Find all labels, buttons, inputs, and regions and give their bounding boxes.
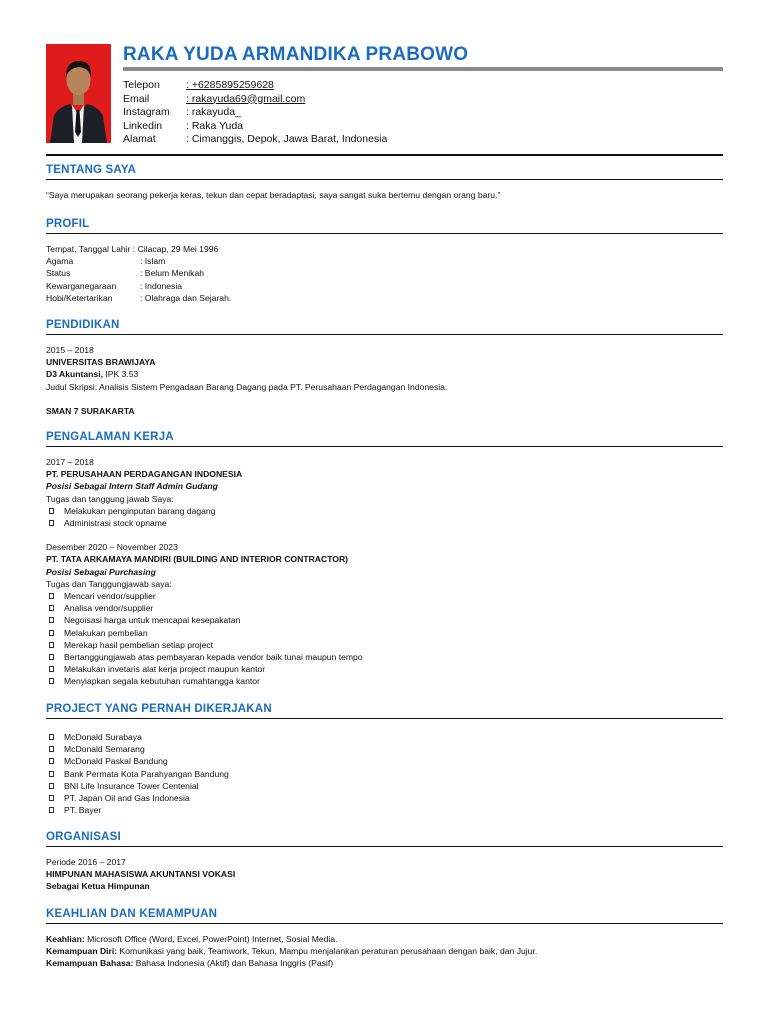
duties-list bbox=[46, 505, 723, 529]
list-item: Melakukan penginputan barang dagang bbox=[46, 505, 723, 517]
skill-label: Kemampuan Diri: bbox=[46, 946, 118, 957]
square-bullet-icon bbox=[49, 746, 54, 752]
profile-key: Agama bbox=[46, 256, 74, 267]
duties-list bbox=[46, 590, 723, 688]
university-name: UNIVERSITAS BRAWIJAYA bbox=[46, 357, 156, 368]
section-projects bbox=[46, 703, 723, 816]
profile-row bbox=[46, 267, 723, 279]
degree-line bbox=[46, 368, 723, 380]
contact-value: : Raka Yuda bbox=[186, 119, 244, 132]
section-about bbox=[46, 164, 723, 201]
contact-label: Linkedin bbox=[123, 119, 163, 132]
square-bullet-icon bbox=[49, 771, 54, 777]
square-bullet-icon bbox=[49, 617, 54, 623]
duties-intro: Tugas dan tanggung jawab Saya: bbox=[46, 493, 174, 504]
person-portrait-icon bbox=[46, 44, 111, 143]
job-position: Posisi Sebagai Purchasing bbox=[46, 566, 156, 577]
list-item: Merekap hasil pembelian setiap project bbox=[46, 639, 723, 651]
profile-row bbox=[46, 255, 723, 267]
square-bullet-icon bbox=[49, 642, 54, 648]
education-years: 2015 – 2018 bbox=[46, 345, 94, 355]
section-title: TENTANG SAYA bbox=[46, 164, 723, 180]
profile-value: : Indonesia bbox=[140, 280, 183, 291]
square-bullet-icon bbox=[49, 758, 54, 764]
list-item: Analisa vendor/supplier bbox=[46, 602, 723, 614]
square-bullet-icon bbox=[49, 678, 54, 684]
contact-address bbox=[123, 133, 387, 147]
birth-info: Tempat, Tanggal Lahir : Cilacap, 29 Mei 1996 bbox=[46, 244, 219, 254]
job-period: 2017 – 2018 bbox=[46, 457, 94, 467]
contact-value: : Cimanggis, Depok, Jawa Barat, Indonesia bbox=[186, 133, 388, 145]
section-title: PROFIL bbox=[46, 218, 723, 234]
list-item: BNI Life Insurance Tower Centenial bbox=[46, 780, 723, 792]
profile-value: : Islam bbox=[140, 256, 166, 267]
profile-value: : Belum Menikah bbox=[140, 268, 205, 279]
education-body bbox=[46, 335, 723, 417]
section-title: KEAHLIAN DAN KEMAMPUAN bbox=[46, 908, 723, 924]
square-bullet-icon bbox=[49, 666, 54, 672]
name-divider bbox=[123, 67, 723, 71]
organization-body bbox=[46, 847, 723, 893]
experience-body bbox=[46, 447, 723, 688]
square-bullet-icon bbox=[49, 520, 54, 526]
square-bullet-icon bbox=[49, 630, 54, 636]
list-item: Bank Permata Kota Parahyangan Bandung bbox=[46, 768, 723, 780]
list-item: PT. Bayer bbox=[46, 804, 723, 816]
section-profile bbox=[46, 218, 723, 304]
projects-body bbox=[46, 719, 723, 816]
skill-row bbox=[46, 957, 723, 969]
section-experience bbox=[46, 431, 723, 688]
square-bullet-icon bbox=[49, 654, 54, 660]
list-item: Melakukan invetaris alat kerja project maupun kantor bbox=[46, 663, 723, 675]
skill-row bbox=[46, 933, 723, 945]
square-bullet-icon bbox=[49, 593, 54, 599]
projects-list bbox=[46, 731, 723, 816]
contact-instagram bbox=[123, 106, 387, 120]
section-title: PROJECT YANG PERNAH DIKERJAKAN bbox=[46, 703, 723, 719]
about-text: “Saya merupakan seorang pekerja keras, tekun dan cepat beradaptasi, saya sangat suka bertemu dengan orang baru.” bbox=[46, 190, 501, 200]
skill-value: Bahasa Indonesia (Aktif) dan Bahasa Inggris (Pasif) bbox=[133, 958, 334, 969]
profile-value: : Olahraga dan Sejarah. bbox=[140, 292, 232, 303]
section-organization bbox=[46, 831, 723, 893]
company-name: PT. TATA ARKAMAYA MANDIRI (BUILDING AND INTERIOR CONTRACTOR) bbox=[46, 554, 349, 565]
section-education bbox=[46, 319, 723, 417]
contact-label: Alamat bbox=[123, 133, 156, 145]
skill-row bbox=[46, 945, 723, 957]
list-item: McDonald Paskal Bandung bbox=[46, 755, 723, 767]
thesis-title: Judul Skripsi: Analisis Sistem Pengadaan Barang Dagang pada PT. Perusahaan Perdagangan Indonesia. bbox=[46, 381, 448, 392]
organization-period: Periode 2016 – 2017 bbox=[46, 857, 126, 867]
contact-block bbox=[123, 79, 387, 147]
degree: D3 Akuntansi, bbox=[46, 369, 103, 380]
profile-key: Hobi/Ketertarikan bbox=[46, 292, 113, 303]
list-item: Mencari vendor/supplier bbox=[46, 590, 723, 602]
contact-phone bbox=[123, 79, 387, 93]
list-item: Negoisasi harga untuk mencapai kesepakatan bbox=[46, 614, 723, 626]
organization-name: HIMPUNAN MAHASISWA AKUNTANSI VOKASI bbox=[46, 869, 236, 880]
square-bullet-icon bbox=[49, 795, 54, 801]
candidate-name: RAKA YUDA ARMANDIKA PRABOWO bbox=[123, 44, 469, 65]
company-name: PT. PERUSAHAAN PERDAGANGAN INDONESIA bbox=[46, 469, 243, 480]
email-link[interactable]: : rakayuda69@gmail.com bbox=[186, 92, 306, 105]
skill-value: Microsoft Office (Word, Excel, PowerPoint) Internet, Sosial Media. bbox=[84, 934, 338, 944]
phone-link[interactable]: : +6285895259628 bbox=[186, 79, 274, 91]
square-bullet-icon bbox=[49, 783, 54, 789]
profile-row bbox=[46, 280, 723, 292]
duties-intro: Tugas dan Tanggungjawab saya: bbox=[46, 578, 172, 589]
list-item: Melakukan pembelian bbox=[46, 627, 723, 639]
skill-value: Komunikasi yang baik, Teamwork, Tekun, Mampu menjalankan peraturan perusahaan dengan baik, dan Jujur. bbox=[117, 946, 538, 957]
contact-email bbox=[123, 93, 387, 107]
skill-label: Kemampuan Bahasa: bbox=[46, 958, 134, 969]
skill-label: Keahlian: bbox=[46, 934, 85, 944]
list-item: Menyiapkan segala kebutuhan rumahtangga kantor bbox=[46, 675, 723, 687]
section-title: PENDIDIKAN bbox=[46, 319, 723, 335]
contact-linkedin bbox=[123, 120, 387, 134]
list-item: McDonald Semarang bbox=[46, 743, 723, 755]
ipk: IPK 3.53 bbox=[102, 369, 139, 380]
square-bullet-icon bbox=[49, 734, 54, 740]
list-item: Administrasi stock opname bbox=[46, 517, 723, 529]
list-item: PT. Japan Oil and Gas Indonesia bbox=[46, 792, 723, 804]
contact-label: Telepon bbox=[123, 79, 160, 91]
contact-label: Instagram bbox=[123, 106, 170, 118]
section-title: PENGALAMAN KERJA bbox=[46, 431, 723, 447]
contact-value: : rakayuda_ bbox=[186, 106, 241, 118]
job-position: Posisi Sebagai Intern Staff Admin Gudang bbox=[46, 481, 218, 492]
section-skills bbox=[46, 908, 723, 970]
profile-row bbox=[46, 292, 723, 304]
skills-body bbox=[46, 924, 723, 970]
square-bullet-icon bbox=[49, 807, 54, 813]
list-item: Bertanggungjawab atas pembayaran kepada vendor baik tunai maupun tempo bbox=[46, 651, 723, 663]
profile-photo bbox=[46, 44, 111, 143]
square-bullet-icon bbox=[49, 508, 54, 514]
contact-label: Email bbox=[123, 92, 150, 105]
profile-body bbox=[46, 234, 723, 304]
organization-role: Sebagai Ketua Himpunan bbox=[46, 881, 150, 892]
profile-key: Kewarganegaraan bbox=[46, 280, 117, 291]
square-bullet-icon bbox=[49, 605, 54, 611]
header-divider bbox=[46, 154, 723, 156]
high-school-name: SMAN 7 SURAKARTA bbox=[46, 405, 135, 416]
job-period: Desember 2020 – November 2023 bbox=[46, 542, 178, 553]
profile-key: Status bbox=[46, 268, 71, 279]
section-title: ORGANISASI bbox=[46, 831, 723, 847]
list-item: McDonald Surabaya bbox=[46, 731, 723, 743]
